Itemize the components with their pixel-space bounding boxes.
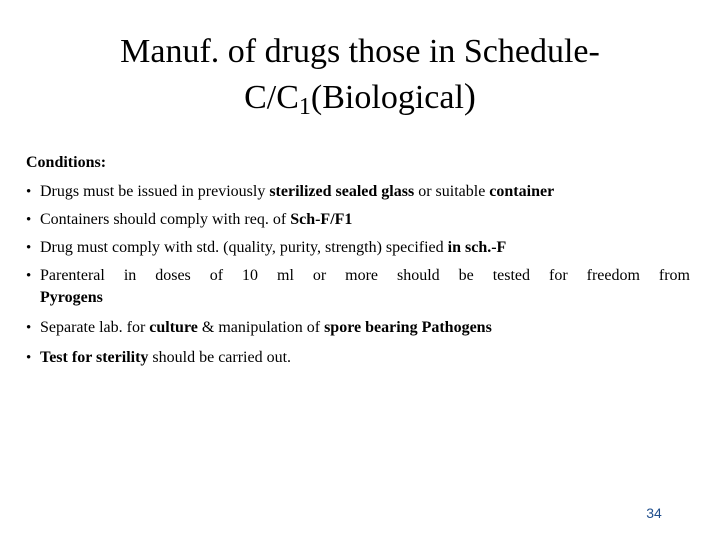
page-number: 34 (646, 505, 662, 521)
bullet-text: Parenteral in doses of 10 ml or more should be tested for freedom from (40, 267, 690, 284)
bullet-icon: • (26, 268, 32, 284)
list-item (26, 237, 690, 259)
bullet-icon: • (26, 240, 32, 256)
bullet-text: Drugs must be issued in previously (40, 183, 270, 200)
bullet-icon: • (26, 320, 32, 336)
bullet-emphasis: Test for sterility (40, 349, 149, 366)
list-item (26, 181, 690, 203)
bullet-text: Containers should comply with req. of (40, 211, 291, 228)
list-item (26, 317, 690, 339)
bullet-emphasis: spore bearing Pathogens (324, 319, 492, 336)
bullet-text: & manipulation of (197, 319, 325, 336)
bullet-emphasis: container (489, 183, 555, 200)
bullet-emphasis: Pyrogens (40, 289, 103, 306)
list-item (26, 347, 690, 369)
bullet-text: Drug must comply with std. (quality, purity, strength) specified (40, 239, 448, 256)
bullet-emphasis: in sch.-F (447, 239, 507, 256)
bullet-text: should be carried out. (148, 349, 292, 366)
list-item (26, 209, 690, 231)
bullet-icon: • (26, 350, 32, 366)
title-line-1: Manuf. of drugs those in Schedule- (120, 33, 600, 70)
bullet-emphasis: Sch-F/F1 (290, 211, 353, 228)
slide-title (60, 30, 660, 129)
title-subscript: 1 (298, 94, 311, 120)
title-rest: (Biological (310, 79, 464, 116)
bullet-emphasis: culture (149, 319, 198, 336)
conditions-list (26, 181, 690, 369)
bullet-icon: • (26, 212, 32, 228)
conditions-label: Conditions: (26, 154, 107, 171)
title-close-paren: ) (463, 76, 476, 116)
bullet-emphasis: sterilized sealed glass (269, 183, 415, 200)
bullet-text: or suitable (414, 183, 490, 200)
list-item (26, 265, 690, 309)
title-line-2 (60, 74, 660, 129)
title-main: C/C (244, 79, 299, 116)
bullet-icon: • (26, 184, 32, 200)
bullet-text: Separate lab. for (40, 319, 150, 336)
